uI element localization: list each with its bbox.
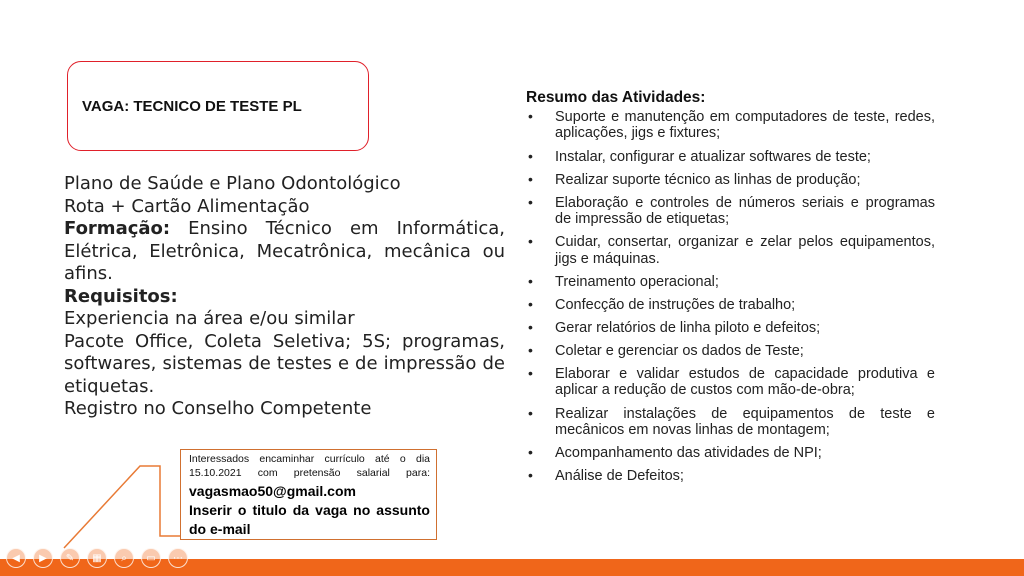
next-slide-icon[interactable]: ▶ [33,548,53,568]
activity-item: • Acompanhamento das atividades de NPI; [528,444,822,462]
bullet-icon: • [528,170,533,187]
activity-item: • Cuidar, consertar, organizar e zelar pelos equipamentos, jigs e máquinas. [528,233,935,267]
requirement-registration: Registro no Conselho Competente [64,398,372,419]
bullet-icon: • [528,108,533,124]
bullet-icon: • [528,233,533,250]
callout-line [64,466,180,548]
benefit-transport-food: Rota + Cartão Alimentação [64,195,310,217]
previous-slide-icon[interactable]: ◀ [6,548,26,568]
slides-grid-icon[interactable]: ▦ [87,548,107,568]
requirement-experience: Experiencia na área e/ou similar [64,308,355,329]
requisitos-label: Requisitos: [64,285,178,307]
callout-connector [0,0,200,560]
activity-item: • Elaboração e controles de números seriais e programas de impressão de etiquetas; [528,193,935,228]
activities-list [526,109,935,485]
activity-item: • Coletar e gerenciar os dados de Teste; [528,341,804,359]
bullet-icon: • [528,272,533,289]
bullet-icon: • [528,147,533,164]
subtitles-icon[interactable]: ▭ [141,548,161,568]
activity-item: • Instalar, configurar e atualizar softwares de teste; [528,147,871,165]
contact-note: Inserir o titulo da vaga no assunto do e-mail [189,502,430,537]
formacao-label: Formação: [64,218,171,239]
pen-icon[interactable]: ✎ [60,548,80,568]
job-title: VAGA: TECNICO DE TESTE PL [82,98,302,115]
activity-item: • Suporte e manutenção em computadores de teste, redes, aplicações, jigs e fixtures; [528,108,935,142]
requirement-software: Pacote Office, Coleta Seletiva; 5S; programas, softwares, sistemas de testes e de impressão de etiquetas. [64,330,505,397]
slideshow-controls [6,548,188,568]
activity-item: • Treinamento operacional; [528,272,719,290]
formacao-text: Ensino Técnico em Informática, Elétrica, Eletrônica, Mecatrônica, mecânica ou afins. [64,218,505,284]
bullet-icon: • [528,295,533,312]
activity-item: • Análise de Defeitos; [528,467,684,485]
activity-item: • Gerar relatórios de linha piloto e defeitos; [528,318,821,336]
bullet-icon: • [528,193,533,210]
bullet-icon: • [528,444,533,461]
contact-instruction-line1: Interessados encaminhar currículo até o dia [189,453,430,465]
activities-summary [526,89,935,491]
bullet-icon: • [528,365,533,382]
contact-instruction-line2: 15.10.2021 com pretensão salarial para: [189,467,430,479]
benefit-health: Plano de Saúde e Plano Odontológico [64,173,401,194]
activity-item: • Elaborar e validar estudos de capacidade produtiva e aplicar a redução de custos com mão-de-obra; [528,365,935,399]
activity-item: • Confecção de instruções de trabalho; [528,295,796,313]
bullet-icon: • [528,341,533,358]
zoom-icon[interactable]: ⌕ [114,548,134,568]
contact-box [180,449,437,540]
bullet-icon: • [528,318,533,335]
bullet-icon: • [528,404,533,421]
activity-item: • Realizar suporte técnico as linhas de produção; [528,170,861,188]
activity-item: • Realizar instalações de equipamentos de teste e mecânicos em novas linhas de montagem; [528,404,935,438]
more-options-icon[interactable]: ⋯ [168,548,188,568]
contact-email: vagasmao50@gmail.com [189,483,356,499]
bullet-icon: • [528,467,533,484]
activities-title: Resumo das Atividades: [526,89,706,106]
